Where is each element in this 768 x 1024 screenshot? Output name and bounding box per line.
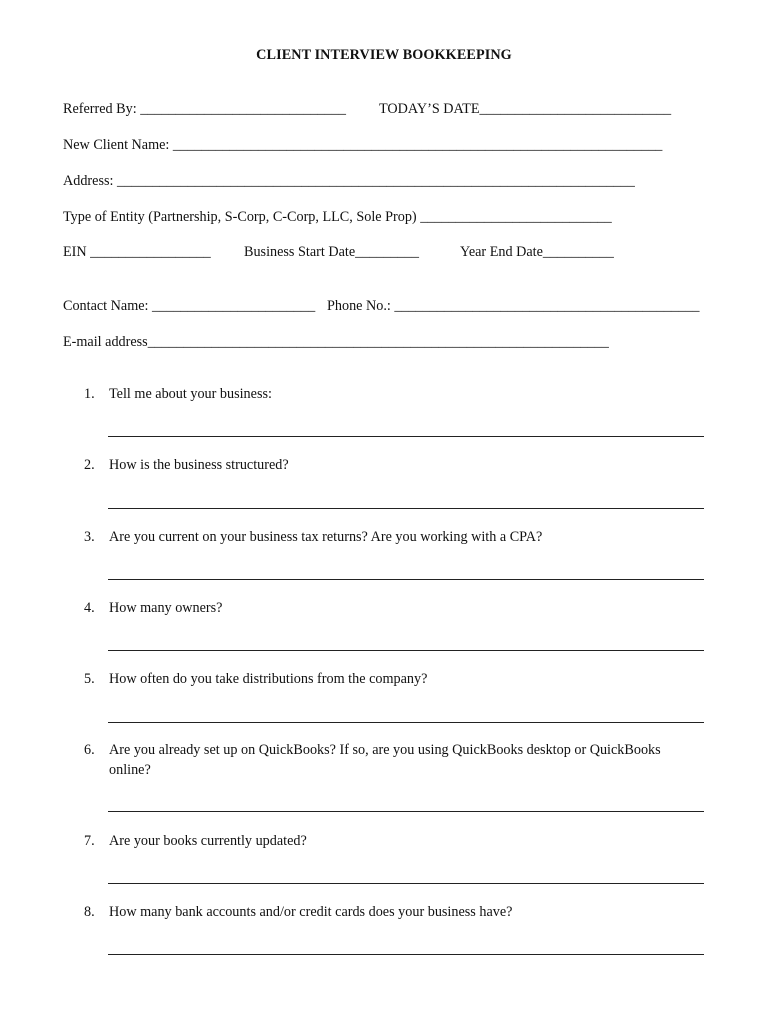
question-text: How many bank accounts and/or credit cards does your business have? (109, 904, 513, 920)
question-number: 6. (84, 742, 95, 758)
answer-line-3[interactable] (108, 579, 704, 580)
question-number: 1. (84, 386, 95, 402)
question-number: 3. (84, 529, 95, 545)
question-text: How often do you take distributions from the company? (109, 671, 428, 687)
answer-line-6[interactable] (108, 811, 704, 812)
question-text: Are you current on your business tax returns? Are you working with a CPA? (109, 529, 543, 545)
ein-field[interactable]: EIN _________________ (63, 244, 211, 260)
email-address-field[interactable]: E-mail address_________________________________________________________________ (63, 334, 609, 350)
question-number: 2. (84, 457, 95, 473)
question-text: Are you already set up on QuickBooks? If so, are you using QuickBooks desktop or QuickBooks online? (109, 742, 661, 778)
answer-line-4[interactable] (108, 650, 704, 651)
phone-number-field[interactable]: Phone No.: ___________________________________________ (327, 298, 700, 314)
form-title: CLIENT INTERVIEW BOOKKEEPING (256, 47, 512, 63)
referred-by-field[interactable]: Referred By: _____________________________ (63, 101, 346, 117)
contact-name-field[interactable]: Contact Name: _______________________ (63, 298, 316, 314)
answer-line-1[interactable] (108, 436, 704, 437)
question-number: 7. (84, 833, 95, 849)
answer-line-2[interactable] (108, 508, 704, 509)
question-number: 4. (84, 600, 95, 616)
question-text: Are your books currently updated? (109, 833, 307, 849)
answer-line-8[interactable] (108, 954, 704, 955)
business-start-date-field[interactable]: Business Start Date_________ (244, 244, 419, 260)
answer-line-5[interactable] (108, 722, 704, 723)
todays-date-field[interactable]: TODAY’S DATE___________________________ (379, 101, 672, 117)
question-text: How many owners? (109, 600, 223, 616)
question-number: 8. (84, 904, 95, 920)
year-end-date-field[interactable]: Year End Date__________ (460, 244, 614, 260)
new-client-name-field[interactable]: New Client Name: _____________________________________________________________________ (63, 137, 663, 153)
answer-line-7[interactable] (108, 883, 704, 884)
question-text: Tell me about your business: (109, 386, 272, 402)
address-field[interactable]: Address: _________________________________________________________________________ (63, 173, 635, 189)
entity-type-field[interactable]: Type of Entity (Partnership, S-Corp, C-Corp, LLC, Sole Prop) ___________________________ (63, 209, 612, 225)
question-number: 5. (84, 671, 95, 687)
question-text: How is the business structured? (109, 457, 289, 473)
